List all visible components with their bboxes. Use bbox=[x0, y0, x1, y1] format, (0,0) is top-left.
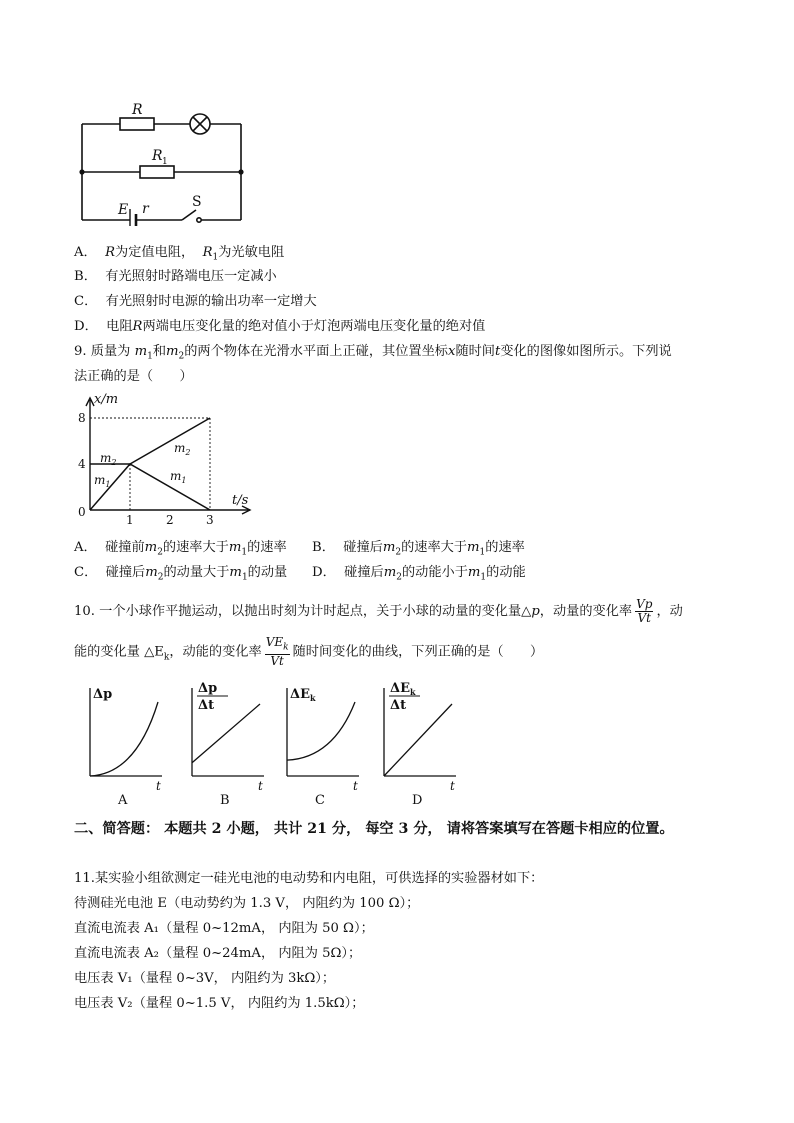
section2-heading: 二、简答题： 本题共 2 小题， 共计 21 分， 每空 3 分， 请将答案填写在答题卡相应的位置。 bbox=[74, 821, 674, 837]
q8-option-c: C． 有光照射时电源的输出功率一定增大 bbox=[74, 294, 317, 309]
x-tick-label: 1 bbox=[126, 513, 134, 527]
label-internal-r: r bbox=[142, 201, 149, 217]
label-switch: S bbox=[192, 194, 202, 210]
q10-stem-line1: 10. 一个小球作平抛运动，以抛出时刻为计时起点，关于小球的动量的变化量△p，动量的变化率 $\frac{Vp}{Vt}$ ，动 bbox=[74, 597, 683, 625]
resistor-r1 bbox=[140, 166, 174, 178]
x-tick-label: 3 bbox=[206, 513, 214, 527]
q8-option-a: A． R为定值电阻， $R_1$为光敏电阻 bbox=[74, 245, 285, 263]
q11-item: 待测硅光电池 E（电动势约为 1.3 V， 内阻约为 100 Ω）； bbox=[74, 896, 420, 911]
y-label-den: Δt bbox=[390, 698, 407, 713]
q11-item: 直流电流表 A₂（量程 0~24mA， 内阻为 5Ω）； bbox=[74, 946, 362, 961]
fraction-energy-rate: $\frac{VE_k}{Vt}$ bbox=[265, 635, 289, 669]
label-m1-before: $m_1$ bbox=[94, 473, 111, 489]
t-axis-label: t bbox=[450, 779, 455, 793]
y-label-den: Δt bbox=[198, 698, 215, 713]
label-r: R bbox=[132, 102, 143, 118]
graph-curve bbox=[287, 702, 355, 760]
q10-graph-a bbox=[78, 676, 176, 808]
q9-option-a: A． 碰撞前$m_2$的速率大于$m_1$的速率 bbox=[74, 540, 287, 558]
t-axis-label: t bbox=[353, 779, 358, 793]
q11-item: 电压表 V₁（量程 0~3V， 内阻约为 3kΩ）； bbox=[74, 971, 336, 986]
resistor-r bbox=[120, 118, 154, 130]
x-tick-label: 2 bbox=[166, 513, 174, 527]
y-axis-label: x/m bbox=[94, 392, 119, 407]
y-tick-label: 8 bbox=[78, 411, 86, 425]
t-axis-label: t bbox=[258, 779, 263, 793]
q11-item: 直流电流表 A₁（量程 0~12mA， 内阻为 50 Ω）； bbox=[74, 921, 374, 936]
q9-stem-line1: 9. 质量为 $m_1$和$m_2$的两个物体在光滑水平面上正碰，其位置坐标x随时间t变化的图像如图所示。下列说 bbox=[74, 344, 672, 362]
x-axis-label: t/s bbox=[232, 493, 249, 508]
q9-xt-graph bbox=[74, 392, 264, 530]
graph-letter: A bbox=[118, 793, 128, 808]
q8-option-b: B． 有光照射时路端电压一定减小 bbox=[74, 269, 277, 284]
y-label: Δp bbox=[93, 687, 113, 702]
y-label: $\Delta E_k$ bbox=[290, 687, 316, 703]
q9-option-d: D． 碰撞后$m_2$的动能小于$m_1$的动能 bbox=[312, 565, 526, 583]
graph-letter: C bbox=[315, 793, 325, 808]
y-label-num: Δp bbox=[198, 681, 218, 696]
label-m2-before: $m_2$ bbox=[100, 451, 117, 467]
label-m1-after: $m_1$ bbox=[170, 469, 187, 485]
q8-option-d: D． 电阻R两端电压变化量的绝对值小于灯泡两端电压变化量的绝对值 bbox=[74, 319, 486, 334]
q9-option-b: B． 碰撞后$m_2$的速率大于$m_1$的速率 bbox=[312, 540, 525, 558]
label-m2-after: $m_2$ bbox=[174, 441, 191, 457]
q10-graph-d bbox=[372, 676, 470, 808]
q9-option-c: C． 碰撞后$m_2$的动量大于$m_1$的动量 bbox=[74, 565, 288, 583]
graph-curve bbox=[90, 702, 158, 776]
label-r1: R bbox=[152, 148, 163, 164]
fraction-momentum-rate: $\frac{Vp}{Vt}$ bbox=[636, 597, 653, 625]
origin-label: 0 bbox=[78, 505, 86, 519]
circuit-diagram bbox=[74, 96, 254, 226]
y-tick-label: 4 bbox=[78, 457, 86, 471]
q10-graph-c bbox=[275, 676, 373, 808]
q11-item: 电压表 V₂（量程 0~1.5 V， 内阻约为 1.5kΩ）； bbox=[74, 996, 365, 1011]
label-r1-sub: 1 bbox=[162, 157, 168, 167]
q10-stem-line2: 能的变化量 $\triangle E_k$，动能的变化率 $\frac{VE_k}{Vt}$ 随时间变化的曲线，下列正确的是（ ） bbox=[74, 635, 544, 669]
q11-intro: 11.某实验小组欲测定一硅光电池的电动势和内电阻，可供选择的实验器材如下： bbox=[74, 871, 544, 886]
graph-line bbox=[384, 704, 452, 776]
t-axis-label: t bbox=[156, 779, 161, 793]
graph-letter: D bbox=[412, 793, 423, 808]
q10-graph-b bbox=[180, 676, 278, 808]
q9-stem-line2: 法正确的是（ ） bbox=[74, 369, 193, 384]
label-e: E bbox=[118, 202, 129, 218]
y-label-num: $\Delta E_k$ bbox=[390, 681, 416, 697]
switch-blade bbox=[182, 210, 196, 220]
graph-letter: B bbox=[220, 793, 230, 808]
